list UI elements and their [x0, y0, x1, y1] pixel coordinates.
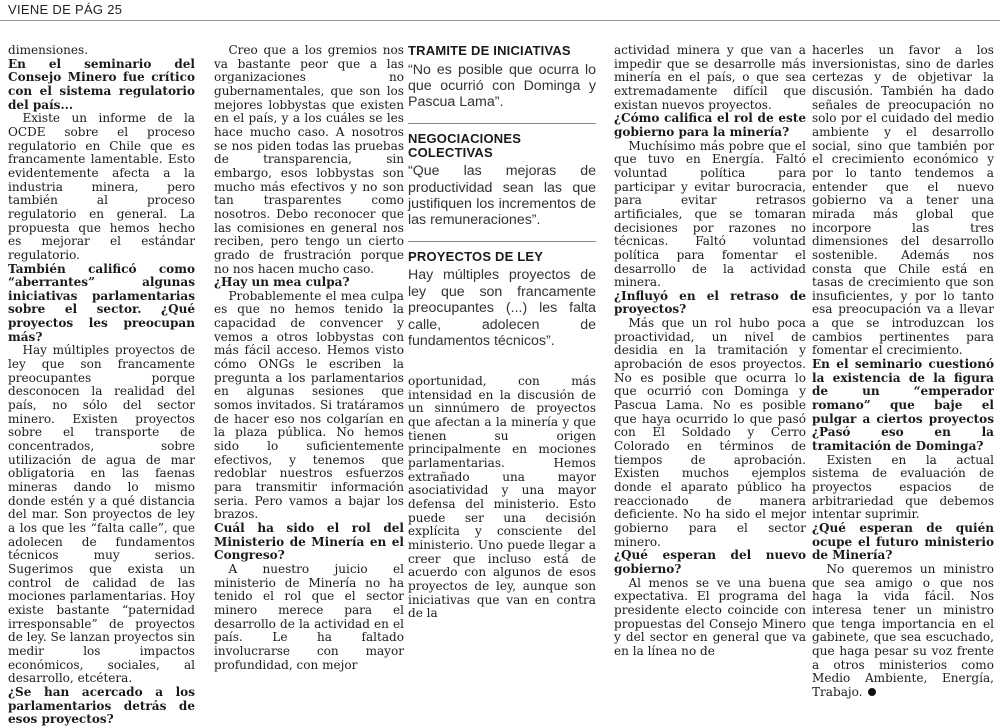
interview-paragraph [408, 375, 596, 621]
interview-paragraph [8, 344, 195, 685]
interview-paragraph [214, 44, 404, 276]
sidebar-divider [408, 123, 596, 124]
interview-question [214, 522, 404, 563]
interview-paragraph [214, 290, 404, 522]
end-of-article-icon [868, 688, 876, 696]
interview-paragraph [8, 112, 195, 262]
paragraph-text: También calificó como “aberrantes” algunas iniciativas parlamentarias sobre el sector. ¿Qué proyectos les preocupan más? [8, 261, 195, 344]
continued-from-page-label: VIENE DE PÁG 25 [8, 2, 123, 17]
interview-question [8, 263, 195, 345]
interview-question [614, 549, 806, 576]
interview-paragraph [614, 317, 806, 549]
sidebar-title: PROYECTOS DE LEY [408, 248, 544, 264]
interview-question [214, 276, 404, 290]
interview-question [614, 112, 806, 139]
paragraph-text: Hay múltiples proyectos de ley que son francamente preocupantes porque desconocen la realidad del país, no sólo del sector minero. Existen proyectos sobre el transporte de concentrados, sobre utilización de agua de mar obligatoria en las faenas mineras dando lo mismo donde estén y a qué distancia del mar. Son proyectos de ley a los que les “falta calle”, que adolecen de fundamentos técnicos muy serios. Sugerimos que exista un control de calidad de las mociones parlamentarias. Hoy existe bastante “paternidad irresponsable” de proyectos de ley. Se lanzan proyectos sin medir los impactos económicos, sociales, al desarrollo, etcétera. [8, 343, 195, 686]
paragraph-text: En el seminario cuestionó la existencia de la figura de un “emperador romano” que baje el pulgar a ciertos proyectos ¿Pasó eso en la tramitación de Dominga? [812, 357, 994, 454]
paragraph-text: ¿Cómo califica el rol de este gobierno para la minería? [614, 111, 806, 139]
sidebar-quote: Hay múltiples proyectos de ley que son francamente preocupantes (...) les falta calle, adolecen de fundamentos técnicos”. [408, 267, 596, 350]
paragraph-text: Existe un informe de la OCDE sobre el proceso regulatorio en Chile que es francamente lamentable. Esto evidentemente afecta a la industria minera, pero también al proceso regulatorio en general. La propuesta que hemos hecho es mejorar el estándar regulatorio. [8, 111, 195, 262]
sidebar-highlights [408, 44, 596, 350]
sidebar-divider [408, 241, 596, 242]
interview-paragraph [812, 44, 994, 358]
paragraph-text: A nuestro juicio el ministerio de Minería no ha tenido el rol que el sector minero merece para el desarrollo de la actividad en el país. Le ha faltado involucrarse con mayor profundidad, con mejor [214, 561, 404, 672]
interview-paragraph [812, 454, 994, 522]
interview-paragraph [214, 563, 404, 672]
sidebar-title: TRAMITE DE INICIATIVAS [408, 43, 571, 58]
sidebar-title: NEGOCIACIONES COLECTIVAS [408, 130, 522, 160]
paragraph-text: ¿Se han acercado a los parlamentarios detrás de esos proyectos? [8, 684, 195, 727]
paragraph-text: actividad minera y que van a impedir que se desarrolle más minería en el país, o que sea extremadamente difícil que existan nuevos proyectos. [614, 43, 806, 112]
paragraph-text: Existen en la actual sistema de evaluación de proyectos espacios de arbitrariedad que debemos intentar suprimir. [812, 452, 994, 522]
paragraph-text: No queremos un ministro que sea amigo o que nos haga la vida fácil. Nos interesa tener un ministro que tenga importancia en el gabinete, que sea escuchado, que haga pesar su voz frente a otros ministerios como Medio Ambiente, Energía, Trabajo. [812, 561, 994, 699]
paragraph-text: oportunidad, con más intensidad en la discusión de un sinnúmero de proyectos que afectan a la minería y que tienen su origen principalmente en mociones parlamentarias. Hemos extrañado una mayor asociatividad y una mayor defensa del ministerio. Esto puede ser una decisión explícita y consciente del ministerio. Uno puede llegar a creer que incluso está de acuerdo con algunos de esos proyectos de ley, aunque son iniciativas que van en contra de la [408, 374, 596, 621]
header-rule [0, 20, 1000, 21]
article-column-5 [812, 44, 994, 700]
interview-paragraph [812, 563, 994, 700]
sidebar-quote: “No es posible que ocurra lo que ocurrió con Dominga y Pascua Lama”. [408, 61, 596, 111]
paragraph-text: ¿Influyó en el retraso de proyectos? [614, 288, 806, 317]
paragraph-text: Al menos se ve una buena expectativa. El programa del presidente electo coincide con propuestas del Consejo Minero y del sector en general que va en la línea no de [614, 575, 806, 658]
interview-paragraph [614, 577, 806, 659]
paragraph-text: hacerles un favor a los inversionistas, sino de darles certezas y de objetivar la discusión. También ha dado señales de preocupación no solo por el cuidado del medio ambiente y el desarrollo social, sino que también por el crecimiento económico y por lo tanto tendemos a entender que el nuevo gobierno va a tener una mirada más global que incorpore las tres dimensiones del desarrollo sostenible. Además nos consta que Chile está en tasas de crecimiento que son insuficientes, y por lo tanto esa preocupación va a llevar a que se introduzcan los cambios pertinentes para fomentar el crecimiento. [812, 43, 994, 358]
paragraph-text: ¿Qué esperan de quién ocupe el futuro ministerio de Minería? [812, 520, 994, 563]
paragraph-text: dimensiones. [8, 43, 89, 57]
paragraph-text: Cuál ha sido el rol del Ministerio de Minería en el Congreso? [214, 520, 404, 563]
interview-question [614, 290, 806, 317]
paragraph-text: Muchísimo más pobre que el que tuvo en Energía. Faltó voluntad política para participar y evitar burocracia, para evitar retrasos artificiales, que se tomaran decisiones por razones no técnicas. Faltó voluntad política para fomentar el desarrollo de la actividad minera. [614, 138, 806, 290]
article-column-4 [614, 44, 806, 659]
paragraph-text: Probablemente el mea culpa es que no hemos tenido la capacidad de convencer y vemos a otros lobbystas con más fácil acceso. Hemos visto cómo ONGs le escriben la pregunta a los parlamentarios en algunas sesiones que somos invitados. Si tratáramos de hacer eso nos colgarían en la plaza pública. No hemos sido lo suficientemente efectivos, y tenemos que redoblar nuestros esfuerzos para transmitir información seria. Pero vamos a bajar los brazos. [214, 288, 404, 522]
interview-question [812, 522, 994, 563]
sidebar-quote: “Que las mejoras de productividad sean las que justifiquen los incrementos de las remuneraciones”. [408, 163, 596, 229]
interview-paragraph [8, 44, 195, 58]
interview-question [812, 358, 994, 454]
paragraph-text: Más que un rol hubo poca proactividad, un nivel de desidia en la tramitación y aprobación de esos proyectos. No es posible que ocurra lo que ocurrió con Dominga y Pascua Lama. No es posible que haya ocurrido lo que pasó con El Soldado y Cerro Colorado en términos de tiempos de aprobación. Existen muchos ejemplos donde el aparato público ha reaccionado de manera deficiente. No ha sido el mejor gobierno para el sector minero. [614, 316, 806, 549]
sidebar-section-proyectos [408, 250, 596, 350]
interview-paragraph [614, 140, 806, 290]
interview-question [8, 686, 195, 727]
article-column-3 [408, 375, 596, 621]
sidebar-section-negociaciones [408, 132, 596, 229]
interview-paragraph [614, 44, 806, 112]
paragraph-text: Creo que a los gremios nos va bastante peor que a las organizaciones no gubernamentales, que son los mejores lobbystas que existen en el país, y a los cuáles se les hace mucho caso. A nosotros se nos piden todas las pruebas de transparencia, sin embargo, esos lobbystas son mucho más efectivos y no son tan trasparentes como nosotros. Debo reconocer que las comisiones en general nos reciben, pero tengo un cierto grado de frustración porque no nos hacen mucho caso. [214, 43, 404, 276]
article-column-2 [214, 44, 404, 672]
paragraph-text: En el seminario del Consejo Minero fue crítico con el sistema regulatorio del país... [8, 56, 195, 112]
paragraph-text: ¿Qué esperan del nuevo gobierno? [614, 548, 806, 576]
article-column-1 [8, 44, 195, 727]
sidebar-section-tramite [408, 44, 596, 111]
interview-question [8, 58, 195, 113]
paragraph-text: ¿Hay un mea culpa? [214, 275, 350, 290]
